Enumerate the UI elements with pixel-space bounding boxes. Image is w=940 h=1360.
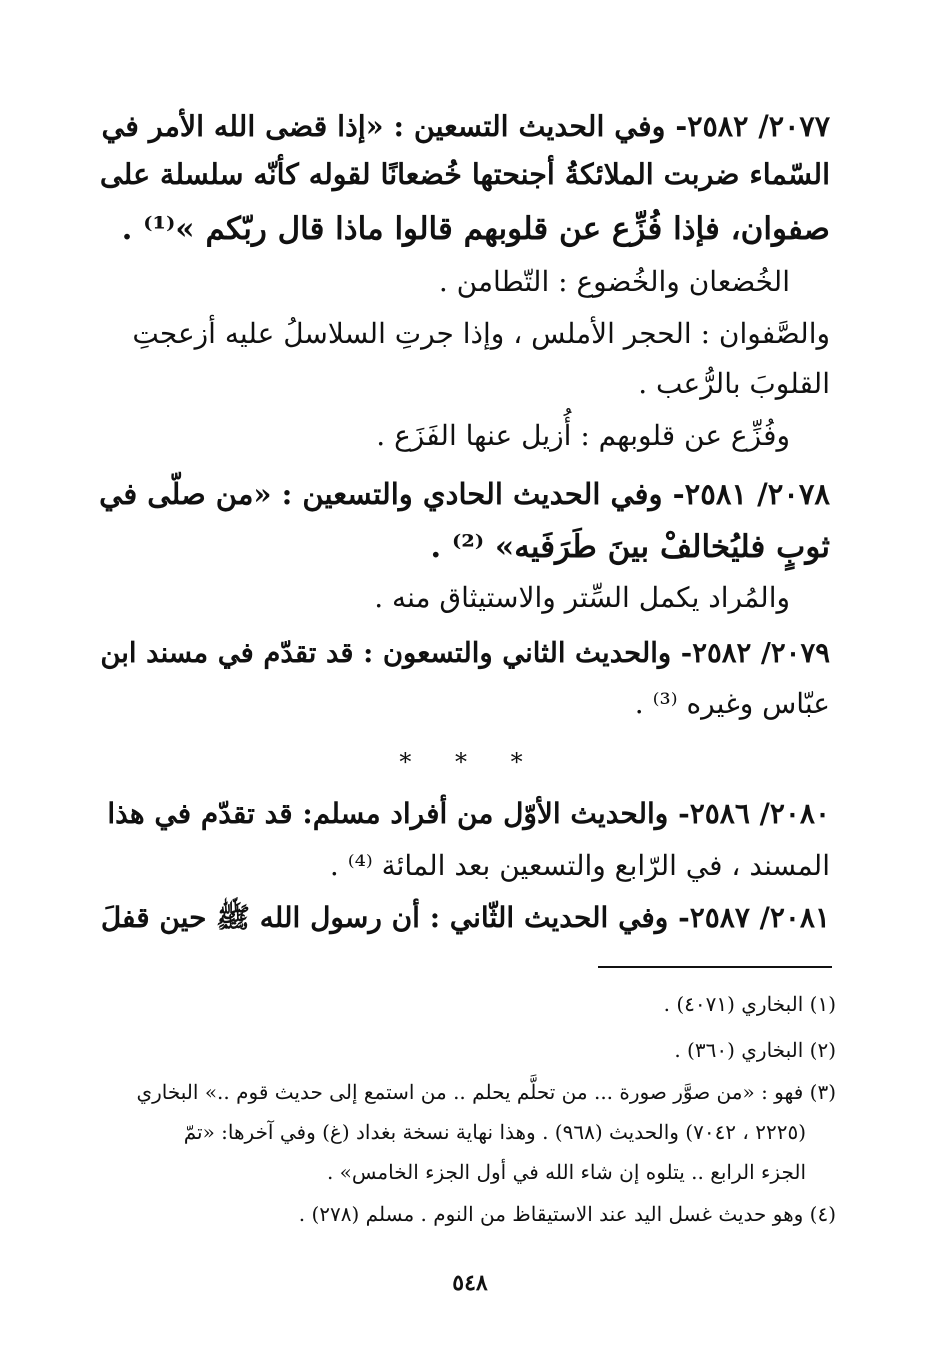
entry-2077-line-3: صفوان، فإذا فُزِّع عن قلوبهم قالوا ماذا قال ربّكم »⁽¹⁾ . <box>121 211 830 247</box>
footnote-3-line-2: (٢٢٢٥ ، ٧٠٤٢) والحديث (٩٦٨) . وهذا نهاية نسخة بغداد (غ) وفي آخرها: «تمّ <box>183 1120 806 1144</box>
entry-2078-line-1: ٢٠٧٨/ ٢٥٨١- وفي الحديث الحادي والتسعين : «من صلّى في <box>99 477 830 511</box>
entry-2079-line-1: ٢٠٧٩/ ٢٥٨٢- والحديث الثاني والتسعون : قد تقدّم في مسند ابن <box>100 637 830 669</box>
entry-2077-line-1: ٢٠٧٧/ ٢٥٨٢- وفي الحديث التسعين : «إذا قضى الله الأمر في <box>101 109 830 143</box>
entry-2079-line-2: عبّاس وغيره ⁽³⁾ . <box>634 687 830 720</box>
gloss-fuzzia: وفُزِّع عن قلوبهم : أُزيل عنها الفَزَع . <box>376 419 790 452</box>
entry-2081-line-1: ٢٠٨١/ ٢٥٨٧- وفي الحديث الثّاني : أن رسول الله ﷺ حين قفلَ <box>100 901 830 934</box>
gloss-safwan-line-1: والصَّفوان : الحجر الأملس ، وإذا جرتِ السلاسلُ عليه أزعجتِ <box>132 317 830 350</box>
footnote-3-line-1: (٣) فهو : «من صوَّر صورة ... من تحلَّم يحلم .. من استمع إلى حديث قوم ..» البخاري <box>136 1080 836 1104</box>
section-separator-stars: * * * <box>399 748 541 776</box>
entry-2080-line-1: ٢٠٨٠/ ٢٥٨٦- والحديث الأوّل من أفراد مسلم: قد تقدّم في هذا <box>107 797 830 830</box>
footnote-2: (٢) البخاري (٣٦٠) . <box>674 1038 836 1062</box>
footnote-3-line-3: الجزء الرابع .. يتلوه إن شاء الله في أول الجزء الخامس» . <box>326 1160 806 1184</box>
footnote-1: (١) البخاري (٤٠٧١) . <box>663 992 836 1016</box>
gloss-safwan-line-2: القلوبَ بالرُّعب . <box>638 367 830 400</box>
entry-2078-line-2: ثوبٍ فليُخالفْ بينَ طَرَفَيه» ⁽²⁾ . <box>430 529 830 565</box>
gloss-murad: والمُراد يكمل السِّتر والاستيثاق منه . <box>374 581 790 614</box>
footnote-separator <box>598 966 832 968</box>
entry-2080-line-2: المسند ، في الرّابع والتسعين بعد المائة ⁽⁴⁾ . <box>329 849 830 882</box>
entry-2077-line-2: السّماء ضربت الملائكةُ أجنحتها خُضعانًا لقوله كأنّه سلسلة على <box>99 157 830 191</box>
page-number: ٥٤٨ <box>452 1270 488 1296</box>
footnote-4: (٤) وهو حديث غسل اليد عند الاستيقاظ من النوم . مسلم (٢٧٨) . <box>298 1202 836 1226</box>
gloss-khudaan: الخُضعان والخُضوع : التّطامن . <box>438 265 790 298</box>
